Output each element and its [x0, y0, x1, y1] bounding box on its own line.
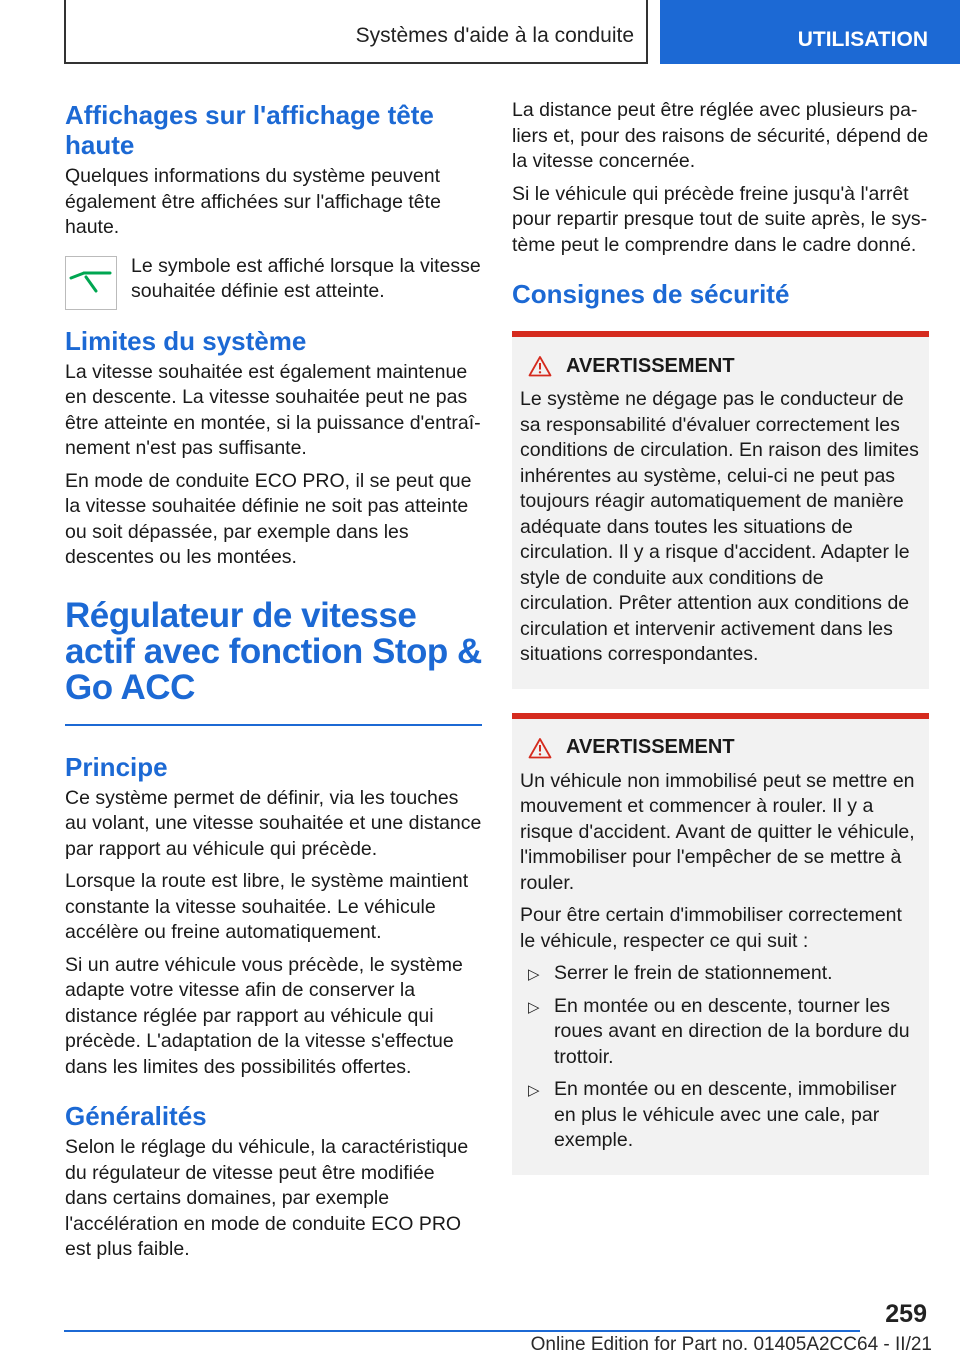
triangle-bullet-icon: ▷ [528, 1082, 540, 1099]
acc-title: Régulateur de vitesse actif avec fonction Stop & Go ACC [65, 595, 482, 707]
principle-title: Principe [65, 751, 168, 782]
header-tab [660, 0, 960, 64]
warning-triangle-icon [528, 355, 552, 377]
warning-title-text-2: AVERTISSEMENT [566, 736, 735, 758]
warning-text-1: Le système ne dégage pas le conducteur de sa responsabilité d'évaluer correctement les conditions de circulation. En raison des limites inhérentes au système, celui-ci ne peut pas toujours réagir automatiquement de manière adéquate dans toutes les situations de circulation. Il y a risque d'accident. Adapter le style de conduite aux conditions de circulation. Prêter attention aux conditions de circulation et intervenir activement dans les situations correspondantes. [520, 388, 919, 665]
footer-rule [64, 1330, 860, 1332]
header-section-title: Systèmes d'aide à la conduite [355, 24, 634, 47]
stop-go-paragraph: Si le véhicule qui précède freine jusqu'à l'arrêt pour repartir presque tout de suite après, le système peut le comprendre dans le cadre donné. [512, 182, 928, 256]
limits-paragraph-2: En mode de conduite ECO PRO, il se peut que la vitesse souhaitée définie ne soit pas atteinte ou soit dépassée, par exemple dans les descentes ou les montées. [65, 469, 472, 568]
page-number: 259 [885, 1300, 927, 1328]
general-title: Généralités [65, 1101, 207, 1131]
warning-title-text-1: AVERTISSEMENT [566, 354, 735, 377]
hud-title: Affichages sur l'affichage tête haute [65, 100, 434, 160]
left-column [65, 100, 482, 1270]
warning-triangle-icon [528, 737, 552, 759]
limits-title: Limites du système [65, 325, 307, 356]
principle-paragraph-2: Lorsque la route est libre, le système maintient constante la vitesse souhaitée. Le véhicule accélère ou freine automatiquement. [65, 870, 469, 943]
list-item: ▷ En montée ou en descente, tourner les roues avant en direction de la bordure du trottoir. [528, 994, 910, 1068]
warning-text-2b: Pour être certain d'immobiliser correctement le véhicule, respecter ce qui suit : [520, 904, 902, 952]
header-tab-label: UTILISATION [797, 28, 928, 51]
limits-paragraph-1: La vitesse souhaitée est également maintenue en descente. La vitesse souhaitée peut ne pas être atteinte en montée, si la puissance d'entraînement n'est pas suffisante. [65, 360, 481, 459]
triangle-bullet-icon: ▷ [528, 966, 540, 983]
section-rule [65, 724, 482, 726]
hud-text: Quelques informations du système peuvent également être affichées sur l'affichage tête haute. [65, 165, 441, 238]
principle-paragraph-1: Ce système permet de définir, via les touches au volant, une vitesse souhaitée et une distance par rapport au véhicule qui précède. [65, 786, 482, 860]
warning-box-1 [512, 331, 929, 689]
list-item: ▷ En montée ou en descente, immobiliser en plus le véhicule avec une cale, par exemple. [528, 1078, 897, 1151]
warning-title-2 [528, 735, 921, 761]
header-frame [64, 0, 648, 64]
list-item: ▷ Serrer le frein de stationnement. [520, 961, 921, 987]
warning-box-2 [512, 713, 929, 1175]
warning-title-1 [528, 353, 921, 379]
warning-text-2a: Un véhicule non immobilisé peut se mettre en mouvement et commencer à rouler. Il y a risque d'accident. Avant de quitter le véhicule, l'immobiliser pour l'empêcher de se mettre à rouler. [520, 769, 915, 894]
general-paragraph-1: Selon le réglage du véhicule, la caractéristique du régulateur de vitesse peut être modifiée dans certains domaines, par exemple l'accélération en mode de conduite ECO PRO est plus faible. [65, 1136, 469, 1260]
hud-icon-row [65, 254, 482, 308]
right-column [512, 98, 929, 1199]
distance-paragraph: La distance peut être réglée avec plusieurs paliers et, pour des raisons de sécurité, dépend de la vitesse concernée. [512, 99, 929, 172]
triangle-bullet-icon: ▷ [528, 998, 540, 1016]
hud-icon-text: Le symbole est affiché lorsque la vitesse souhaitée définie est atteinte. [131, 254, 481, 302]
speed-reached-icon [65, 256, 117, 310]
edition-note: Online Edition for Part no. 01405A2CC64 - II/21 [530, 1334, 932, 1355]
principle-paragraph-3: Si un autre véhicule vous précède, le système adapte votre vitesse afin de conserver la distance réglée par rapport au véhicule qui précède. L'adaptation de la vitesse s'effectue dans les limites des possibilités offertes. [65, 953, 463, 1078]
warning-bullet-list [520, 961, 921, 1154]
safety-title: Consignes de sécurité [512, 279, 790, 309]
